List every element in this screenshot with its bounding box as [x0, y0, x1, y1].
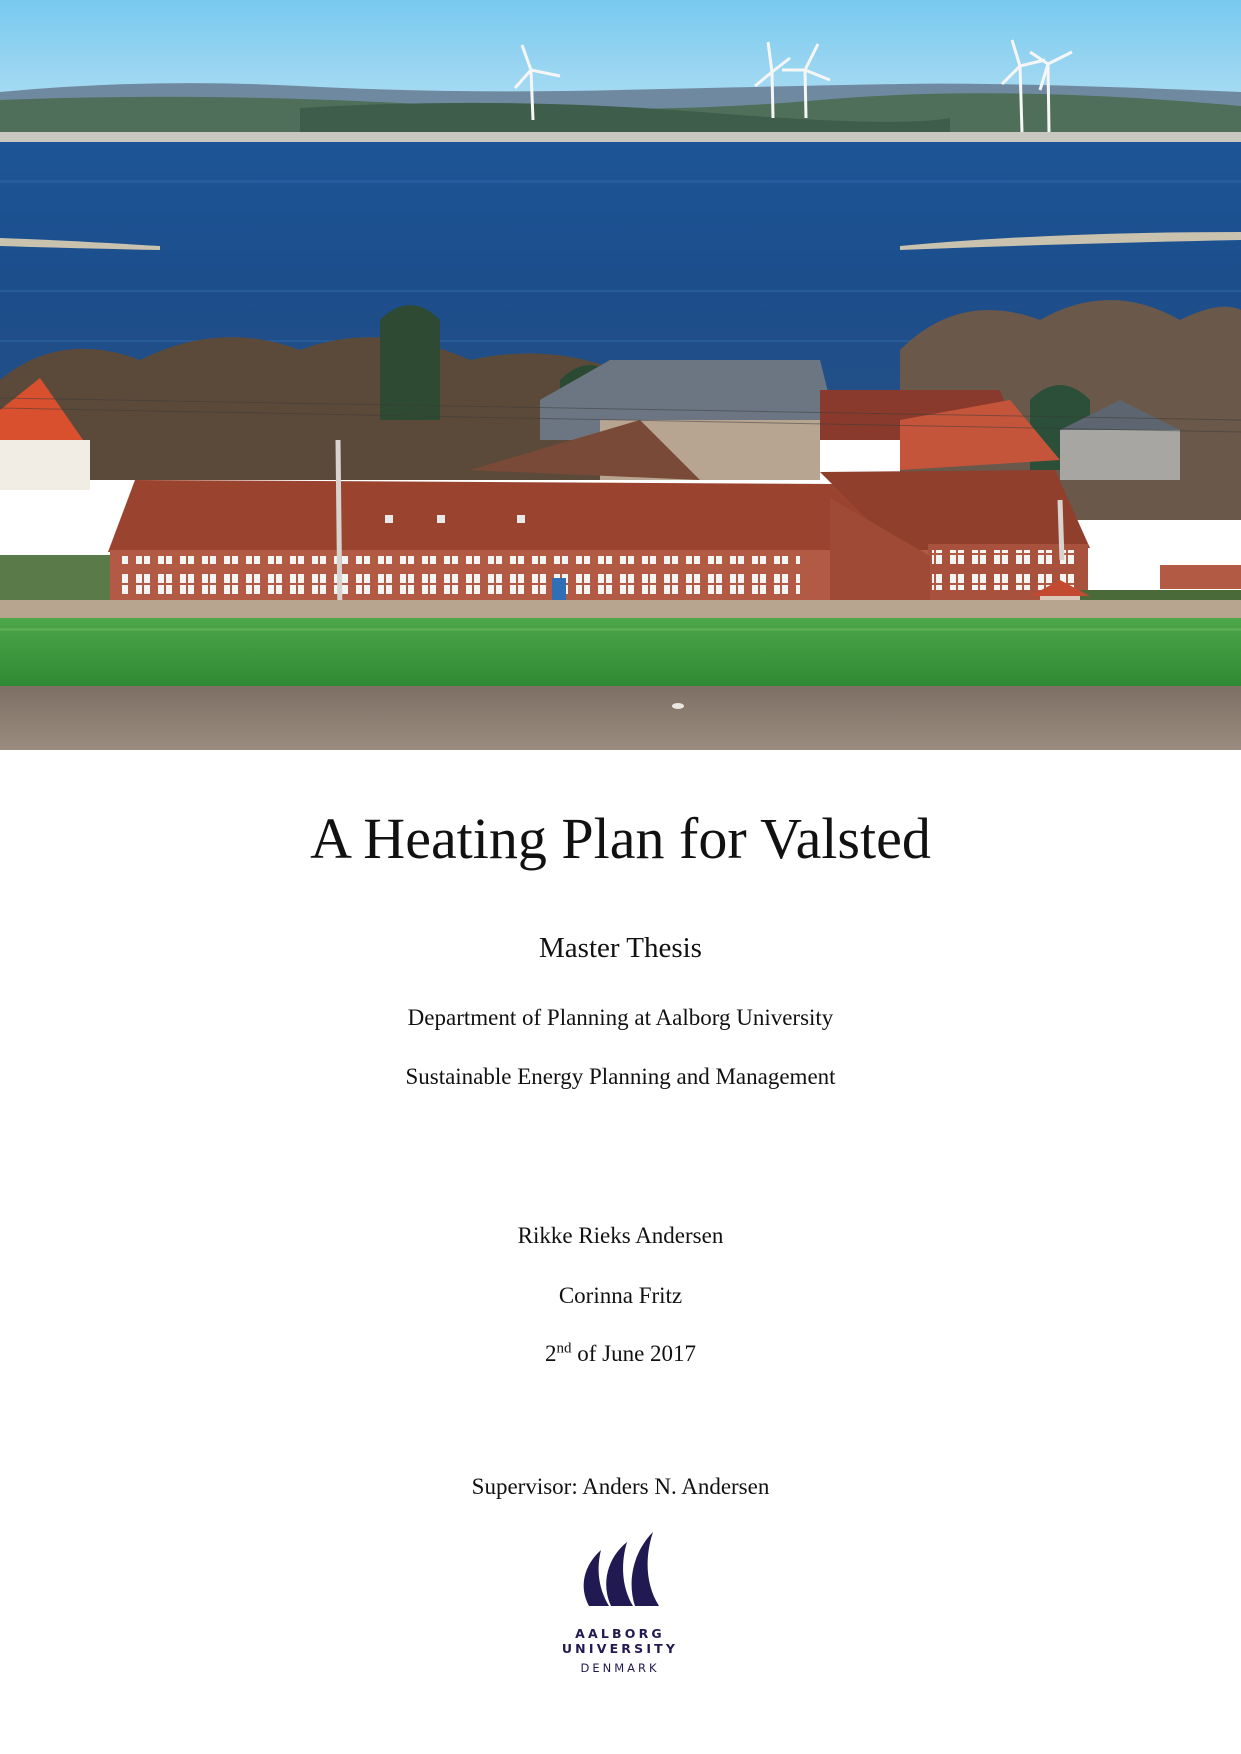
logo-country: DENMARK: [580, 1661, 660, 1675]
department: Department of Planning at Aalborg University: [407, 1005, 834, 1030]
submission-date: [0, 1342, 1241, 1365]
author-name: Rikke Rieks Andersen: [517, 1223, 724, 1248]
document-type: Master Thesis: [539, 932, 702, 964]
wave-logo-icon: [575, 1528, 665, 1608]
school-building: [108, 470, 1090, 618]
programme: Sustainable Energy Planning and Management: [405, 1064, 836, 1089]
date-rest: of June 2017: [571, 1341, 697, 1366]
date-day: 2: [544, 1341, 557, 1366]
page-title: A Heating Plan for Valsted: [310, 806, 931, 871]
author-name: Corinna Fritz: [558, 1283, 683, 1308]
soil: [0, 686, 1241, 750]
university-logo: [520, 1528, 720, 1675]
supervisor: Supervisor: Anders N. Andersen: [471, 1474, 770, 1499]
logo-university-name: AALBORG UNIVERSITY: [561, 1626, 679, 1656]
cover-photo: [0, 0, 1241, 750]
date-suffix: nd: [556, 1340, 572, 1357]
